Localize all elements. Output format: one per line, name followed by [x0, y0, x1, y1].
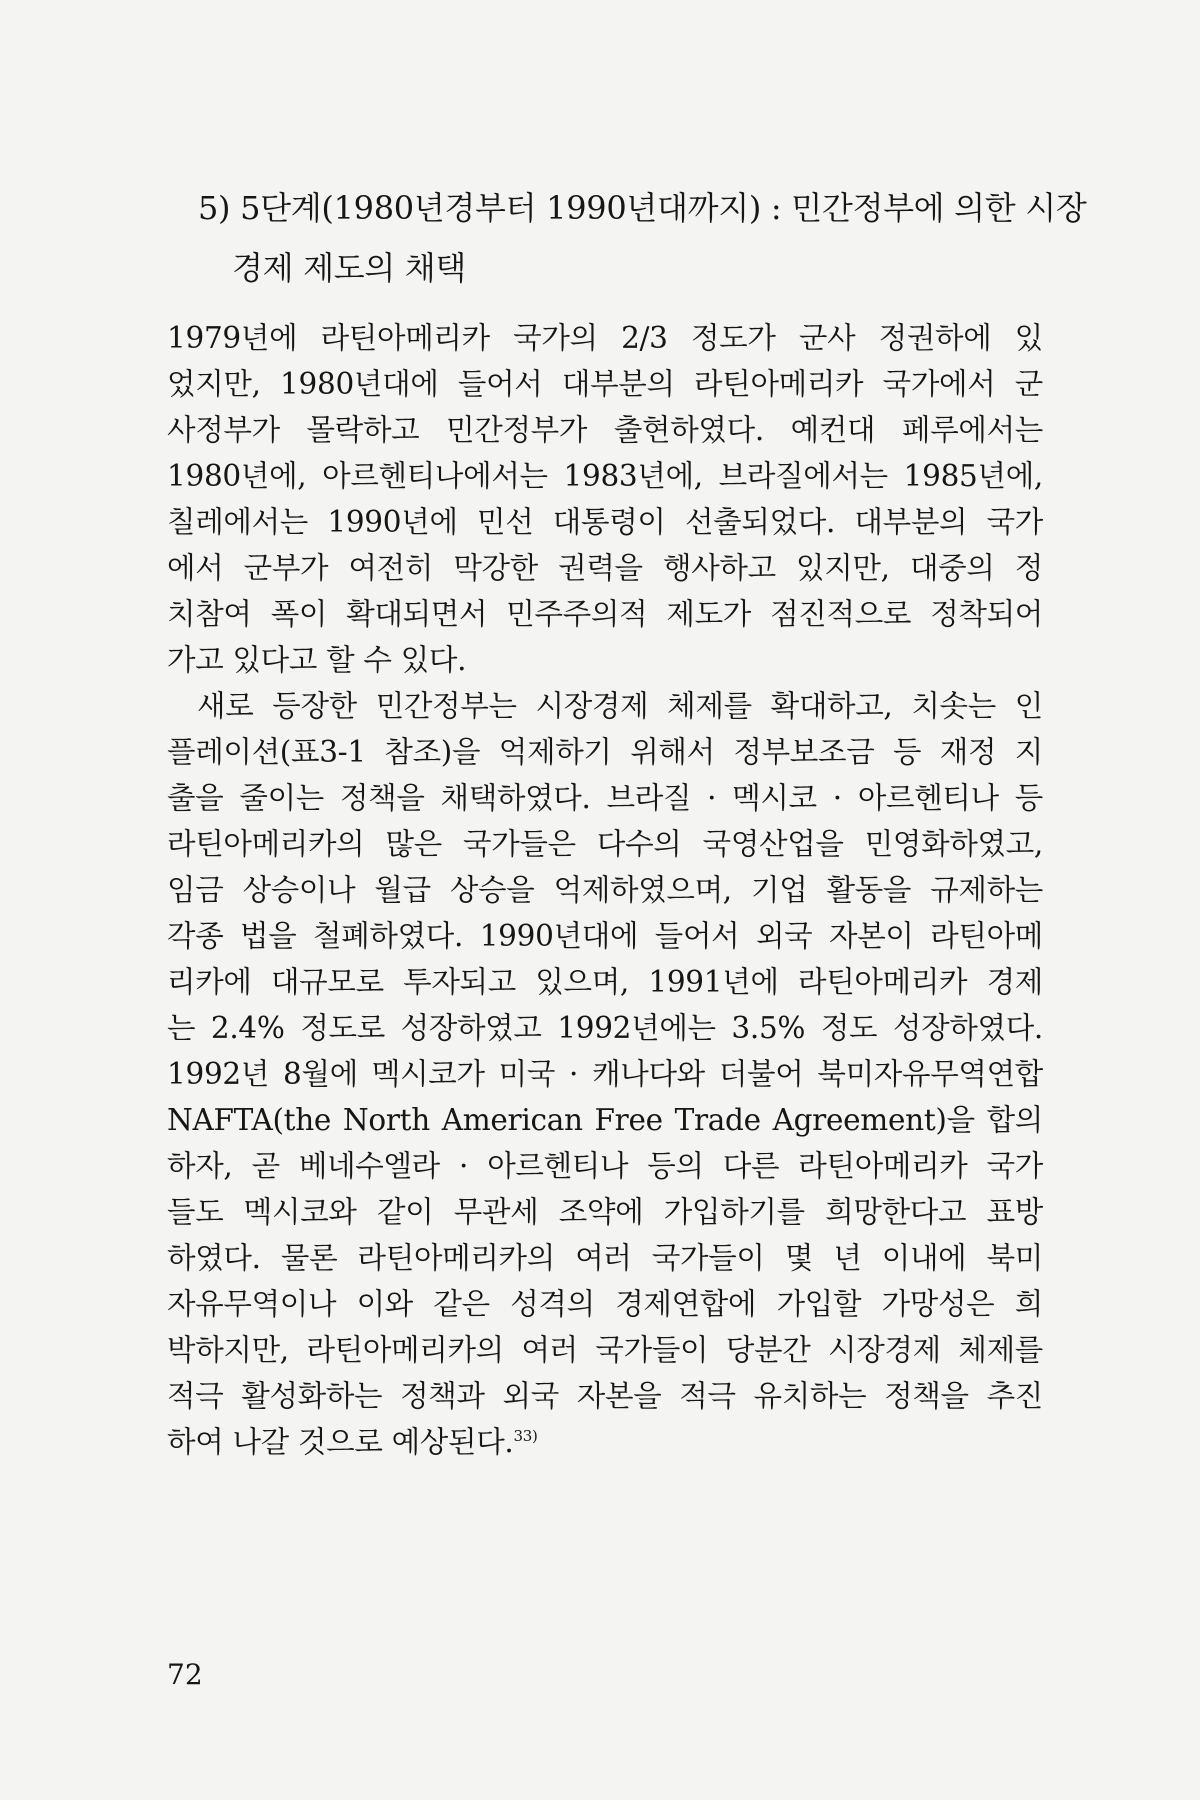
text-line: 임금 상승이나 월급 상승을 억제하였으며, 기업 활동을 규제하는 [167, 873, 1043, 907]
text-line: 에서 군부가 여전히 막강한 권력을 행사하고 있지만, 대중의 정 [167, 551, 1043, 585]
text-line: 적극 활성화하는 정책과 외국 자본을 적극 유치하는 정책을 추진 [167, 1379, 1043, 1413]
text-line: 박하지만, 라틴아메리카의 여러 국가들이 당분간 시장경제 체제를 [167, 1333, 1043, 1367]
text-line: 는 2.4% 정도로 성장하였고 1992년에는 3.5% 정도 성장하였다. [167, 1011, 1043, 1045]
text-line: 칠레에서는 1990년에 민선 대통령이 선출되었다. 대부분의 국가 [167, 505, 1043, 539]
text-line: 1992년 8월에 멕시코가 미국 · 캐나다와 더불어 북미자유무역연합 [167, 1057, 1043, 1091]
text-line: 하자, 곧 베네수엘라 · 아르헨티나 등의 다른 라틴아메리카 국가 [167, 1149, 1043, 1183]
body-text [167, 315, 1043, 1465]
text-line-final [167, 1419, 1043, 1465]
text-line: 리카에 대규모로 투자되고 있으며, 1991년에 라틴아메리카 경제 [167, 965, 1043, 999]
text-line: 각종 법을 철폐하였다. 1990년대에 들어서 외국 자본이 라틴아메 [167, 919, 1043, 953]
text-line: 1980년에, 아르헨티나에서는 1983년에, 브라질에서는 1985년에, [167, 459, 1043, 493]
text-line: 었지만, 1980년대에 들어서 대부분의 라틴아메리카 국가에서 군 [167, 367, 1043, 401]
text-line: 사정부가 몰락하고 민간정부가 출현하였다. 예컨대 페루에서는 [167, 413, 1043, 447]
paragraph-2 [167, 683, 1043, 1465]
text-line: NAFTA(the North American Free Trade Agreement)을 합의 [167, 1103, 1043, 1137]
text-line: 가고 있다고 할 수 있다. [167, 643, 467, 677]
page-number: 72 [167, 1658, 203, 1691]
text-line: 출을 줄이는 정책을 채택하였다. 브라질 · 멕시코 · 아르헨티나 등 [167, 781, 1043, 815]
text-line: 플레이션(표3-1 참조)을 억제하기 위해서 정부보조금 등 재정 지 [167, 735, 1043, 769]
section-heading-line-2: 경제 제도의 채택 [232, 249, 467, 287]
final-sentence: 하여 나갈 것으로 예상된다. [167, 1425, 514, 1459]
text-line: 새로 등장한 민간정부는 시장경제 체제를 확대하고, 치솟는 인 [197, 689, 1043, 723]
text-line: 치참여 폭이 확대되면서 민주주의적 제도가 점진적으로 정착되어 [167, 597, 1043, 631]
text-line: 하였다. 물론 라틴아메리카의 여러 국가들이 몇 년 이내에 북미 [167, 1241, 1043, 1275]
paragraph-1 [167, 315, 1043, 683]
section-heading-line-1: 5) 5단계(1980년경부터 1990년대까지) : 민간정부에 의한 시장 [198, 189, 1087, 227]
text-line: 1979년에 라틴아메리카 국가의 2/3 정도가 군사 정권하에 있 [167, 321, 1043, 355]
text-line: 들도 멕시코와 같이 무관세 조약에 가입하기를 희망한다고 표방 [167, 1195, 1043, 1229]
footnote-reference[interactable]: 33) [513, 1427, 538, 1446]
text-line: 라틴아메리카의 많은 국가들은 다수의 국영산업을 민영화하였고, [167, 827, 1043, 861]
section-heading [198, 178, 1087, 298]
text-line: 자유무역이나 이와 같은 성격의 경제연합에 가입할 가망성은 희 [167, 1287, 1043, 1321]
